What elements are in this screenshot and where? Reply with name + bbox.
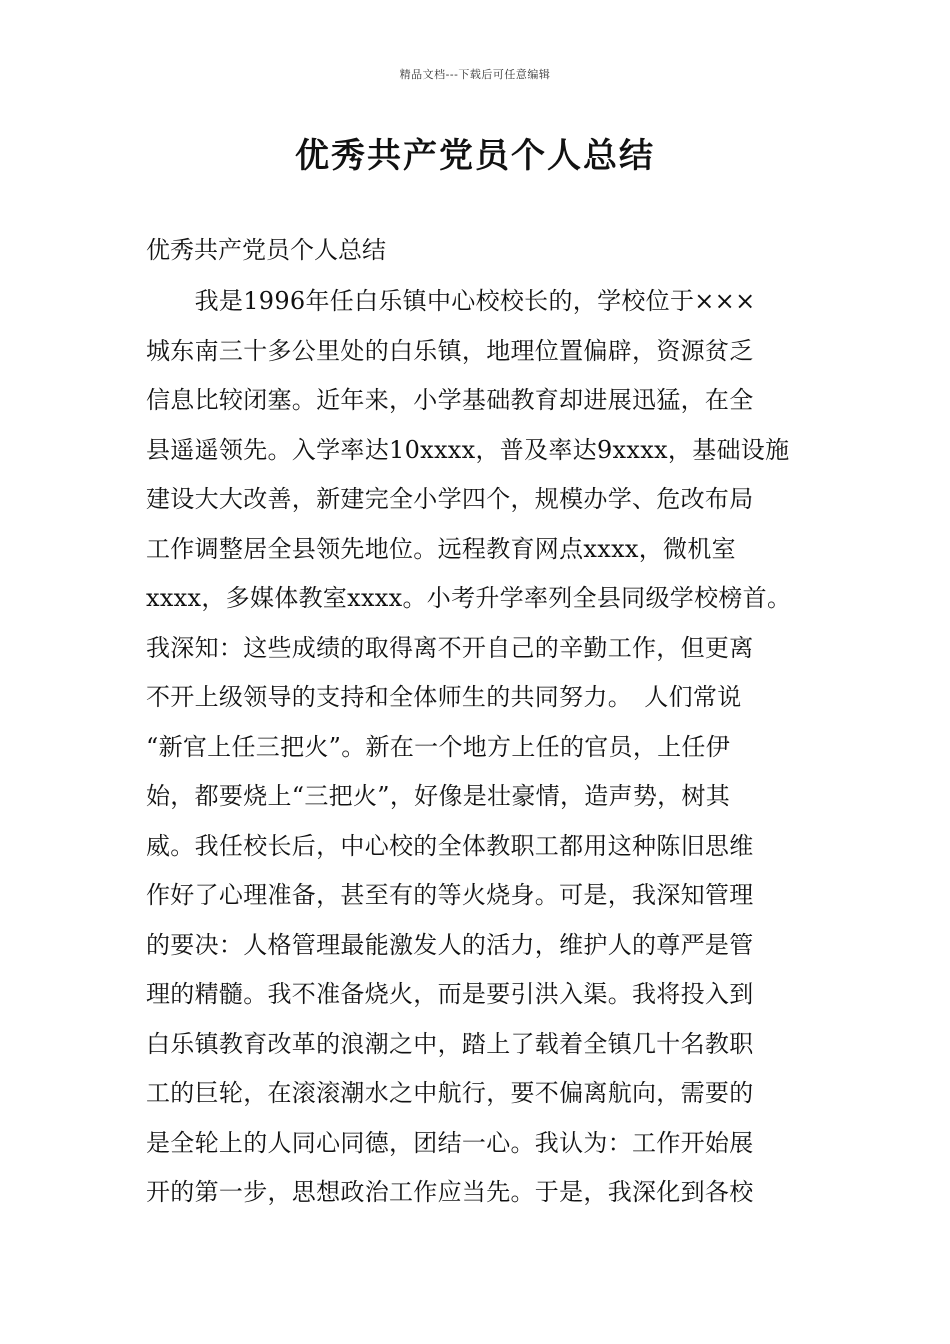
body-line: “新官上任三把火”。新在一个地方上任的官员，上任伊 bbox=[146, 732, 731, 761]
body-line: 的要决：人格管理最能激发人的活力，维护人的尊严是管 bbox=[146, 930, 754, 959]
body-line: 工的巨轮，在滚滚潮水之中航行，要不偏离航向，需要的 bbox=[146, 1079, 754, 1107]
body-line: 我深知：这些成绩的取得离不开自己的辛勤工作，但更离 bbox=[146, 633, 754, 662]
document-subheading: 优秀共产党员个人总结 bbox=[146, 236, 386, 264]
body-line: 县遥遥领先。入学率达10xxxx，普及率达9xxxx，基础设施 bbox=[146, 435, 790, 464]
body-line: 是全轮上的人同心同德，团结一心。我认为：工作开始展 bbox=[146, 1128, 754, 1157]
document-title: 优秀共产党员个人总结 bbox=[295, 136, 655, 176]
body-line: 开的第一步，思想政治工作应当先。于是，我深化到各校 bbox=[146, 1178, 754, 1206]
body-text bbox=[146, 281, 836, 1222]
body-line: 威。我任校长后，中心校的全体教职工都用这种陈旧思维 bbox=[146, 831, 754, 860]
body-line: 建设大大改善，新建完全小学四个，规模办学、危改布局 bbox=[146, 485, 754, 513]
body-line: 白乐镇教育改革的浪潮之中，踏上了载着全镇几十名教职 bbox=[146, 1029, 754, 1058]
body-line: 不开上级领导的支持和全体师生的共同努力。 人们常说 bbox=[146, 683, 742, 711]
body-line: 信息比较闭塞。近年来，小学基础教育却进展迅猛，在全 bbox=[146, 386, 754, 414]
body-line: 工作调整居全县领先地位。远程教育网点xxxx，微机室 bbox=[146, 534, 736, 563]
body-line: 城东南三十多公里处的白乐镇，地理位置偏辟，资源贫乏 bbox=[146, 336, 754, 365]
body-line: 我是1996年任白乐镇中心校校长的，学校位于××× bbox=[146, 287, 756, 315]
body-line: 作好了心理准备，甚至有的等火烧身。可是，我深知管理 bbox=[146, 881, 754, 909]
body-line: xxxx，多媒体教室xxxx。小考升学率列全县同级学校榜首。 bbox=[146, 584, 792, 612]
header-note: 精品文档---下载后可任意编辑 bbox=[399, 68, 551, 81]
body-line: 理的精髓。我不准备烧火，而是要引洪入渠。我将投入到 bbox=[146, 980, 754, 1008]
body-line: 始，都要烧上“三把火”，好像是壮豪情，造声势，树其 bbox=[146, 782, 731, 810]
